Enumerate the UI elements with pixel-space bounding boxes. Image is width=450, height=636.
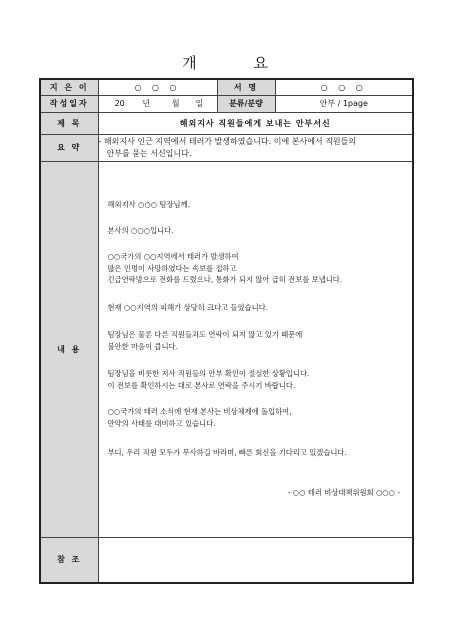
content-line: 긴급연락망으로 전화를 드렸으나, 통화가 되지 않아 급히 전보를 보냅니다. <box>107 275 343 284</box>
content-line: ○○국가의 ○○지역에서 테러가 발생하여 <box>107 252 239 261</box>
date-day-unit: 일 <box>195 99 204 108</box>
content-line: 현재 ○○지역의 피해가 상당히 크다고 들었습니다. <box>107 303 269 312</box>
content-line: 해외지사 ○○○ 팀장님께. <box>107 200 190 209</box>
content-paragraph <box>108 251 408 286</box>
date-year-unit: 년 <box>142 99 151 108</box>
author-value[interactable]: ○ ○ ○ <box>98 79 217 95</box>
reference-label: 참 조 <box>40 537 98 583</box>
content-paragraph <box>108 406 408 429</box>
content-line: 팀장님은 물론 다른 직원들과도 연락이 되지 않고 있기 때문에 <box>107 330 303 339</box>
content-line: 이 전보를 확인하시는 대로 본사로 연락을 주시기 바랍니다. <box>107 380 296 390</box>
date-value[interactable] <box>98 95 217 112</box>
content-paragraph <box>108 302 408 314</box>
content-line: 팀장님을 비롯한 지사 직원들의 안부 확인이 절실한 상황입니다. <box>107 369 310 378</box>
page-title: 개 요 <box>182 54 294 72</box>
reference-value[interactable] <box>98 537 413 583</box>
content-paragraph <box>108 447 408 459</box>
content-paragraph <box>108 199 408 211</box>
content-line: 만약의 사태를 대비하고 있습니다. <box>107 418 216 428</box>
summary-form <box>39 78 414 584</box>
summary-label: 요 약 <box>40 134 98 161</box>
content-line: 본사의 ○○○입니다. <box>107 226 174 235</box>
content-paragraph <box>108 225 408 237</box>
signature-label: 서 명 <box>217 79 275 95</box>
date-label: 작성일자 <box>40 95 98 112</box>
content-line: 불안한 마음이 큽니다. <box>107 341 178 351</box>
signature-value[interactable]: ○ ○ ○ <box>275 79 413 95</box>
content-label: 내 용 <box>40 161 98 537</box>
content-paragraph <box>108 368 408 391</box>
content-line: ○○국가의 테러 소식에 현재 본사는 비상체제에 돌입하여, <box>107 407 292 416</box>
date-year: 20 <box>114 99 125 108</box>
content-value[interactable] <box>98 161 413 537</box>
summary-line: - 해외지사 인근 지역에서 테러가 발생하였습니다. 이에 본사에서 직원들의 <box>98 136 357 146</box>
content-paragraph <box>108 329 408 352</box>
content-signature: - ○○ 테러 비상대책위원회 ○○○ - <box>287 488 400 497</box>
category-label: 분류/분량 <box>217 95 275 112</box>
summary-line: 안부를 묻는 서신입니다. <box>106 148 192 158</box>
subject-value[interactable]: 해외지사 직원들에게 보내는 안부서신 <box>98 112 413 134</box>
category-value[interactable]: 안부 / 1page <box>275 95 413 112</box>
content-line: 많은 인명이 사망하였다는 속보를 접하고 <box>107 263 237 273</box>
summary-value[interactable] <box>98 134 413 161</box>
content-line: 부디, 우리 직원 모두가 무사하길 바라며, 빠른 회신을 기다리고 있겠습니다. <box>107 448 347 457</box>
date-month-unit: 월 <box>171 99 180 108</box>
author-label: 지 은 이 <box>40 79 98 95</box>
subject-label: 제 목 <box>40 112 98 134</box>
